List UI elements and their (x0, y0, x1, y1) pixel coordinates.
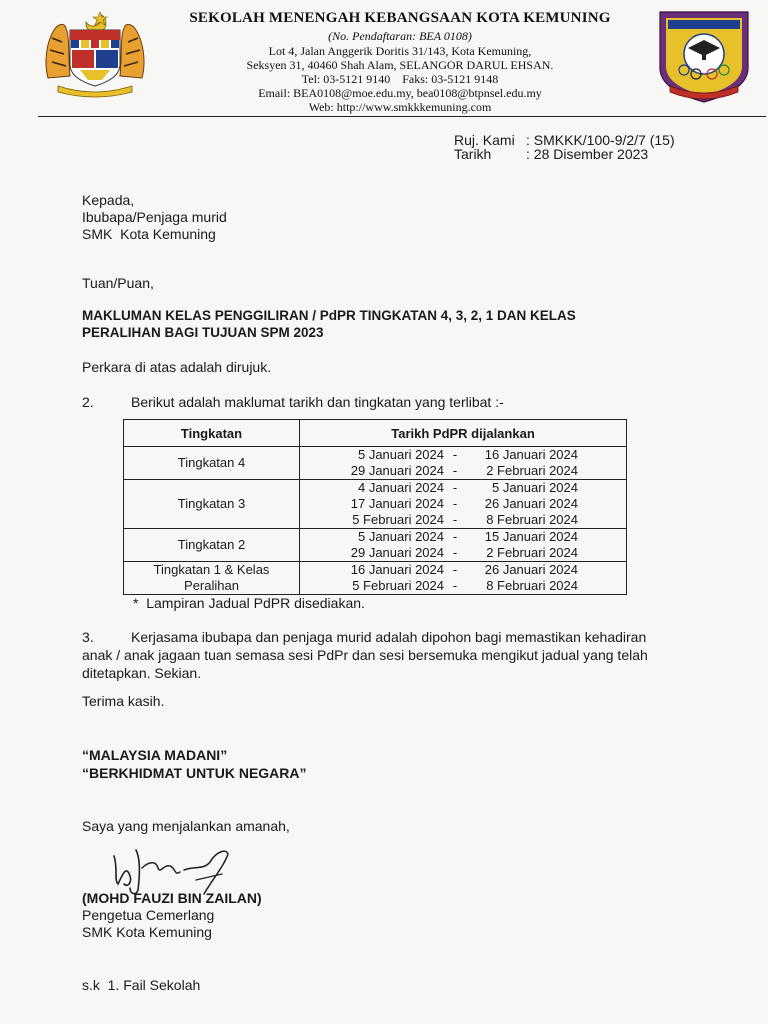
date-range: 5 Januari 2024 - 15 Januari 2024 (357, 529, 578, 544)
dates-cell (300, 480, 627, 529)
form-cell: Tingkatan 2 (124, 529, 300, 562)
address-line-2: Seksyen 31, 40460 Shah Alam, SELANGOR DARUL EHSAN. (246, 58, 554, 72)
school-badge-icon (654, 8, 754, 104)
table-row (124, 447, 627, 480)
table-row (124, 562, 627, 595)
motto-line-2: “BERKHIDMAT UNTUK NEGARA” (82, 765, 307, 781)
paragraph-3-number: 3. (82, 629, 94, 645)
header-form: Tingkatan (124, 420, 300, 447)
ref-label: Ruj. Kami (454, 132, 515, 148)
recipient-line-2: Ibubapa/Penjaga murid (82, 209, 227, 225)
paragraph-2-number: 2. (82, 394, 94, 410)
signatory-name: (MOHD FAUZI BIN ZAILAN) (82, 890, 262, 906)
dates-cell (300, 447, 627, 480)
date-range: 29 Januari 2024 - 2 Februari 2024 (350, 463, 578, 478)
pdpr-schedule-table (123, 419, 627, 595)
table-note: * Lampiran Jadual PdPR disediakan. (133, 595, 365, 611)
date-value: : 28 Disember 2023 (526, 146, 649, 162)
signoff-intro: Saya yang menjalankan amanah, (82, 818, 290, 834)
reference-date (454, 146, 648, 162)
paragraph-3-line-1: Kerjasama ibubapa dan penjaga murid adalah dipohon bagi memastikan kehadiran (131, 629, 647, 645)
paragraph-3-line-3: ditetapkan. Sekian. (82, 665, 202, 681)
date-range: 17 Januari 2024 - 26 Januari 2024 (350, 496, 578, 511)
salutation: Tuan/Puan, (82, 275, 154, 291)
subject-line-2: PERALIHAN BAGI TUJUAN SPM 2023 (82, 325, 324, 340)
form-cell: Tingkatan 4 (124, 447, 300, 480)
web-line: Web: http://www.smkkkemuning.com (308, 100, 492, 114)
letterhead-divider (38, 116, 766, 117)
paragraph-3-line-2: anak / anak jagaan tuan semasa sesi PdPr dan sesi bersemuka mengikut jadual yang telah (82, 647, 648, 663)
form-cell: Tingkatan 3 (124, 480, 300, 529)
signatory-title: Pengetua Cemerlang (82, 907, 215, 923)
dates-cell (300, 529, 627, 562)
closing: Terima kasih. (82, 693, 165, 709)
email-line: Email: BEA0108@moe.edu.my, bea0108@btpnsel.edu.my (258, 86, 542, 100)
paragraph-2-text: Berikut adalah maklumat tarikh dan tingkatan yang terlibat :- (131, 394, 504, 410)
registration-number: (No. Pendaftaran: BEA 0108) (328, 29, 472, 43)
date-range: 5 Januari 2024 - 16 Januari 2024 (357, 447, 578, 462)
date-range: 5 Februari 2024 - 8 Februari 2024 (352, 578, 578, 593)
date-range: 4 Januari 2024 - 5 Januari 2024 (357, 480, 578, 495)
subject-line-1: MAKLUMAN KELAS PENGGILIRAN / PdPR TINGKATAN 4, 3, 2, 1 DAN KELAS (82, 308, 576, 323)
date-range: 29 Januari 2024 - 2 Februari 2024 (350, 545, 578, 560)
phone-fax-line: Tel: 03-5121 9140 Faks: 03-5121 9148 (301, 72, 499, 86)
address-line-1: Lot 4, Jalan Anggerik Doritis 31/143, Kota Kemuning, (268, 44, 532, 58)
date-range: 16 Januari 2024 - 26 Januari 2024 (350, 562, 578, 577)
cc-line: s.k 1. Fail Sekolah (82, 977, 201, 993)
motto-line-1: “MALAYSIA MADANI” (82, 747, 228, 763)
signatory-organisation: SMK Kota Kemuning (82, 924, 212, 940)
paragraph-1: Perkara di atas adalah dirujuk. (82, 359, 272, 375)
date-range: 5 Februari 2024 - 8 Februari 2024 (352, 512, 578, 527)
recipient-line-1: Kepada, (82, 192, 135, 208)
recipient-line-3: SMK Kota Kemuning (82, 226, 216, 242)
form-cell-line-1: Tingkatan 1 & Kelas (153, 562, 270, 577)
table-header-row (124, 420, 627, 447)
school-name: SEKOLAH MENENGAH KEBANGSAAN KOTA KEMUNING (189, 10, 611, 26)
dates-cell (300, 562, 627, 595)
form-cell (124, 562, 300, 595)
table-row (124, 529, 627, 562)
form-cell-line-2: Peralihan (184, 578, 239, 593)
date-label: Tarikh (454, 146, 492, 162)
header-dates: Tarikh PdPR dijalankan (300, 420, 627, 447)
table-row (124, 480, 627, 529)
coat-of-arms-icon (40, 8, 150, 98)
ref-value: : SMKKK/100-9/2/7 (15) (526, 132, 675, 148)
